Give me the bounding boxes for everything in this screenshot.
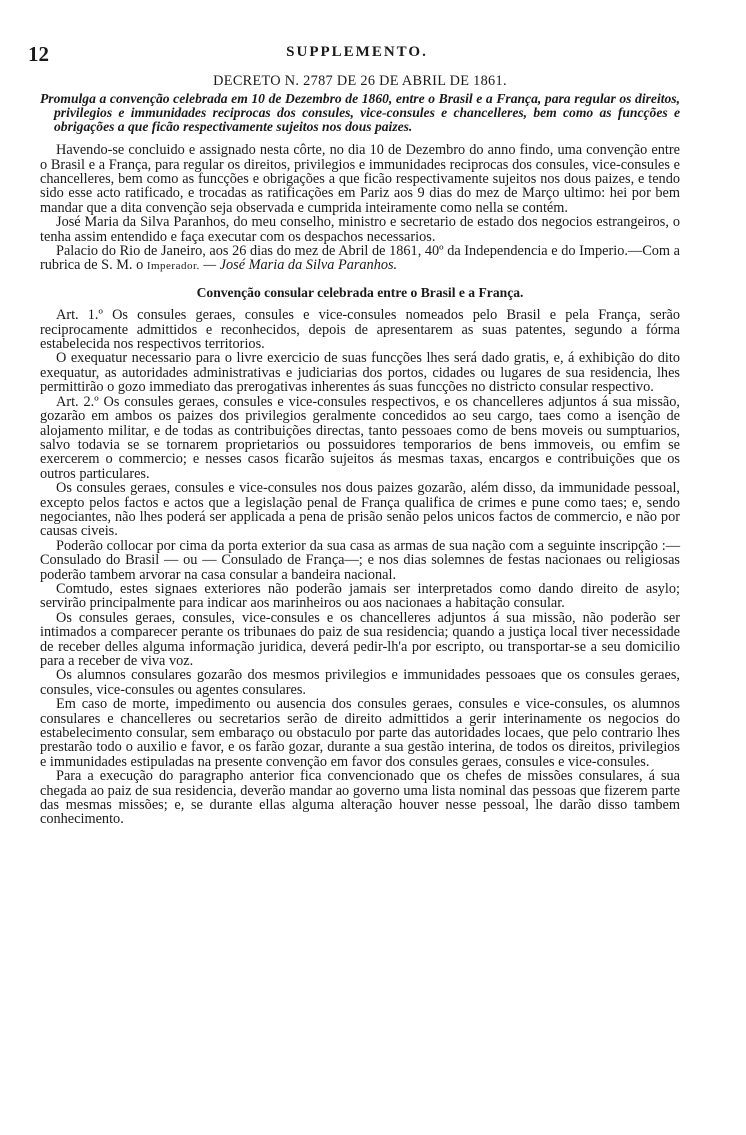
decree-summary: Promulga a convenção celebrada em 10 de Dezembro de 1860, entre o Brasil e a França, para regular os direitos, privilegios e immunidades reciprocas dos consules, vice-consules e chancelleres, bem como as funcções e obrigações a que ficão respectivamente sujeitos nos dous paizes. <box>40 91 680 134</box>
closing-text: Palacio do Rio de Janeiro, aos 26 dias do mez de Abril de 1861, 40º da Independencia e do Imperio.—Com a rubrica de S. M. o <box>40 243 680 274</box>
convention-title: Convenção consular celebrada entre o Brasil e a França. <box>196 284 524 300</box>
decree-paragraph: Havendo-se concluido e assignado nesta côrte, no dia 10 de Dezembro do anno findo, uma convenção entre o Brasil e a França, para regular os direitos, privilegios e immunidades reciprocas dos consules, vice-consules e chancelleres, bem como as funcções e obrigações a que ficão respectivamente sujeitos nos dous paizes, e tendo sido esse acto ratificado, e trocadas as ratificações em Pariz aos 9 dias do mez de Março ultimo: hei por bem mandar que a dita convenção seja observada e cumprida inteiramente como nella se contém. <box>40 142 680 216</box>
page-header <box>28 42 686 64</box>
running-title: SUPPLEMENTO. <box>286 44 428 60</box>
convention-paragraph: Comtudo, estes signaes exteriores não poderão jamais ser interpretados como dando direito de asylo; servirão principalmente para indicar aos marinheiros ou aos nacionaes a habitação consular. <box>40 580 680 612</box>
decree-closing <box>40 244 680 274</box>
convention-paragraph: Os consules geraes, consules e vice-consules nos dous paizes gozarão, além disso, da immunidade pessoal, excepto pelos factos e actos que a legislação penal de França qualifica de crimes e pune como taes; e, sendo negociantes, não lhes poderá ser applicada a pena de prisão senão pelos unicos factos de commercio, e não por causas civeis. <box>40 480 680 540</box>
convention-paragraph: Art. 2.º Os consules geraes, consules e vice-consules respectivos, e os chancelleres adjuntos á sua missão, gozarão em ambos os paizes dos privilegios geralmente concedidos ao seu cargo, taes como a isenção de alojamento militar, e de todas as contribuições directas, tanto pessoaes como de bens moveis ou sumptuarios, salvo todavia se se tornarem proprietarios ou possuidores temporarios de bens immoveis, ou emfim se exercerem o commercio; e nesses casos ficarão sujeitos ás mesmas taxas, encargos e contribuições que os outros particulares. <box>40 393 680 482</box>
decree-title: DECRETO N. 2787 DE 26 DE ABRIL DE 1861. <box>213 73 507 89</box>
convention-paragraph: Art. 1.º Os consules geraes, consules e vice-consules nomeados pelo Brasil e pela França, serão reciprocamente admittidos e reconhecidos, depois de apresentarem as suas patentes, segundo a fórma estabelecida nos respectivos territorios. <box>40 307 680 353</box>
emperor-title: Imperador. <box>146 260 200 273</box>
convention-paragraph: Os consules geraes, consules, vice-consules e os chancelleres adjuntos á sua missão, não poderão ser intimados a comparecer perante os tribunaes do paiz de sua residencia; quando a justiça local tiver necessidade de receber delles alguma informação juridica, deverá pedir-lh'a por escripto, ou transportar-se a seu domicilio para a receber de viva voz. <box>40 609 680 669</box>
page-number: 12 <box>28 42 49 66</box>
convention-paragraph: Os alumnos consulares gozarão dos mesmos privilegios e immunidades pessoaes que os consules geraes, consules, vice-consules ou agentes consulares. <box>40 667 680 698</box>
convention-paragraph: Para a execução do paragrapho anterior fica convencionado que os chefes de missões consulares, á sua chegada ao paiz de sua residencia, deverão mandar ao governo uma lista nominal das pessoas que fizerem parte das mesmas missões; e, se durante ellas alguma alteração houver nesse pessoal, lhe darão disso tambem conhecimento. <box>40 768 680 828</box>
convention-paragraph: O exequatur necessario para o livre exercicio de suas funcções lhes será dado gratis, e, á exhibição do dito exequatur, as autoridades administrativas e judiciarias dos portos, cidades ou lugares de sua residencia, lhes permittirão o gozo immediato das prerogativas inherentes ás suas funcções no districto consular respectivo. <box>40 350 680 396</box>
convention-paragraph: Poderão collocar por cima da porta exterior da sua casa as armas de sua nação com a seguinte inscripção :—Consulado do Brasil — ou — Consulado de França—; e nos dias solemnes de festas nacionaes ou religiosas poderão tambem arvorar na casa consular a bandeira nacional. <box>40 537 680 583</box>
decree-paragraph: José Maria da Silva Paranhos, do meu conselho, ministro e secretario de estado dos negocios estrangeiros, o tenha assim entendido e faça executar com os despachos necessarios. <box>40 214 680 245</box>
convention-paragraph: Em caso de morte, impedimento ou ausencia dos consules geraes, consules e vice-consules, os alumnos consulares e chancelleres ou secretarios serão de direito admittidos a gerir interinamente os negocios do estabelecimento consular, sem embaraço ou obstaculo por parte das autoridades locaes, que pelo contrario lhes prestarão todo o auxilio e favor, e os farão gozar, durante a sua gestão interina, de todos os direitos, privilegios e immunidades estipuladas na presente convenção em favor dos consules geraes, consules e vice-consules. <box>40 696 680 770</box>
signature: — José Maria da Silva Paranhos. <box>203 257 398 274</box>
document-body <box>40 74 680 827</box>
